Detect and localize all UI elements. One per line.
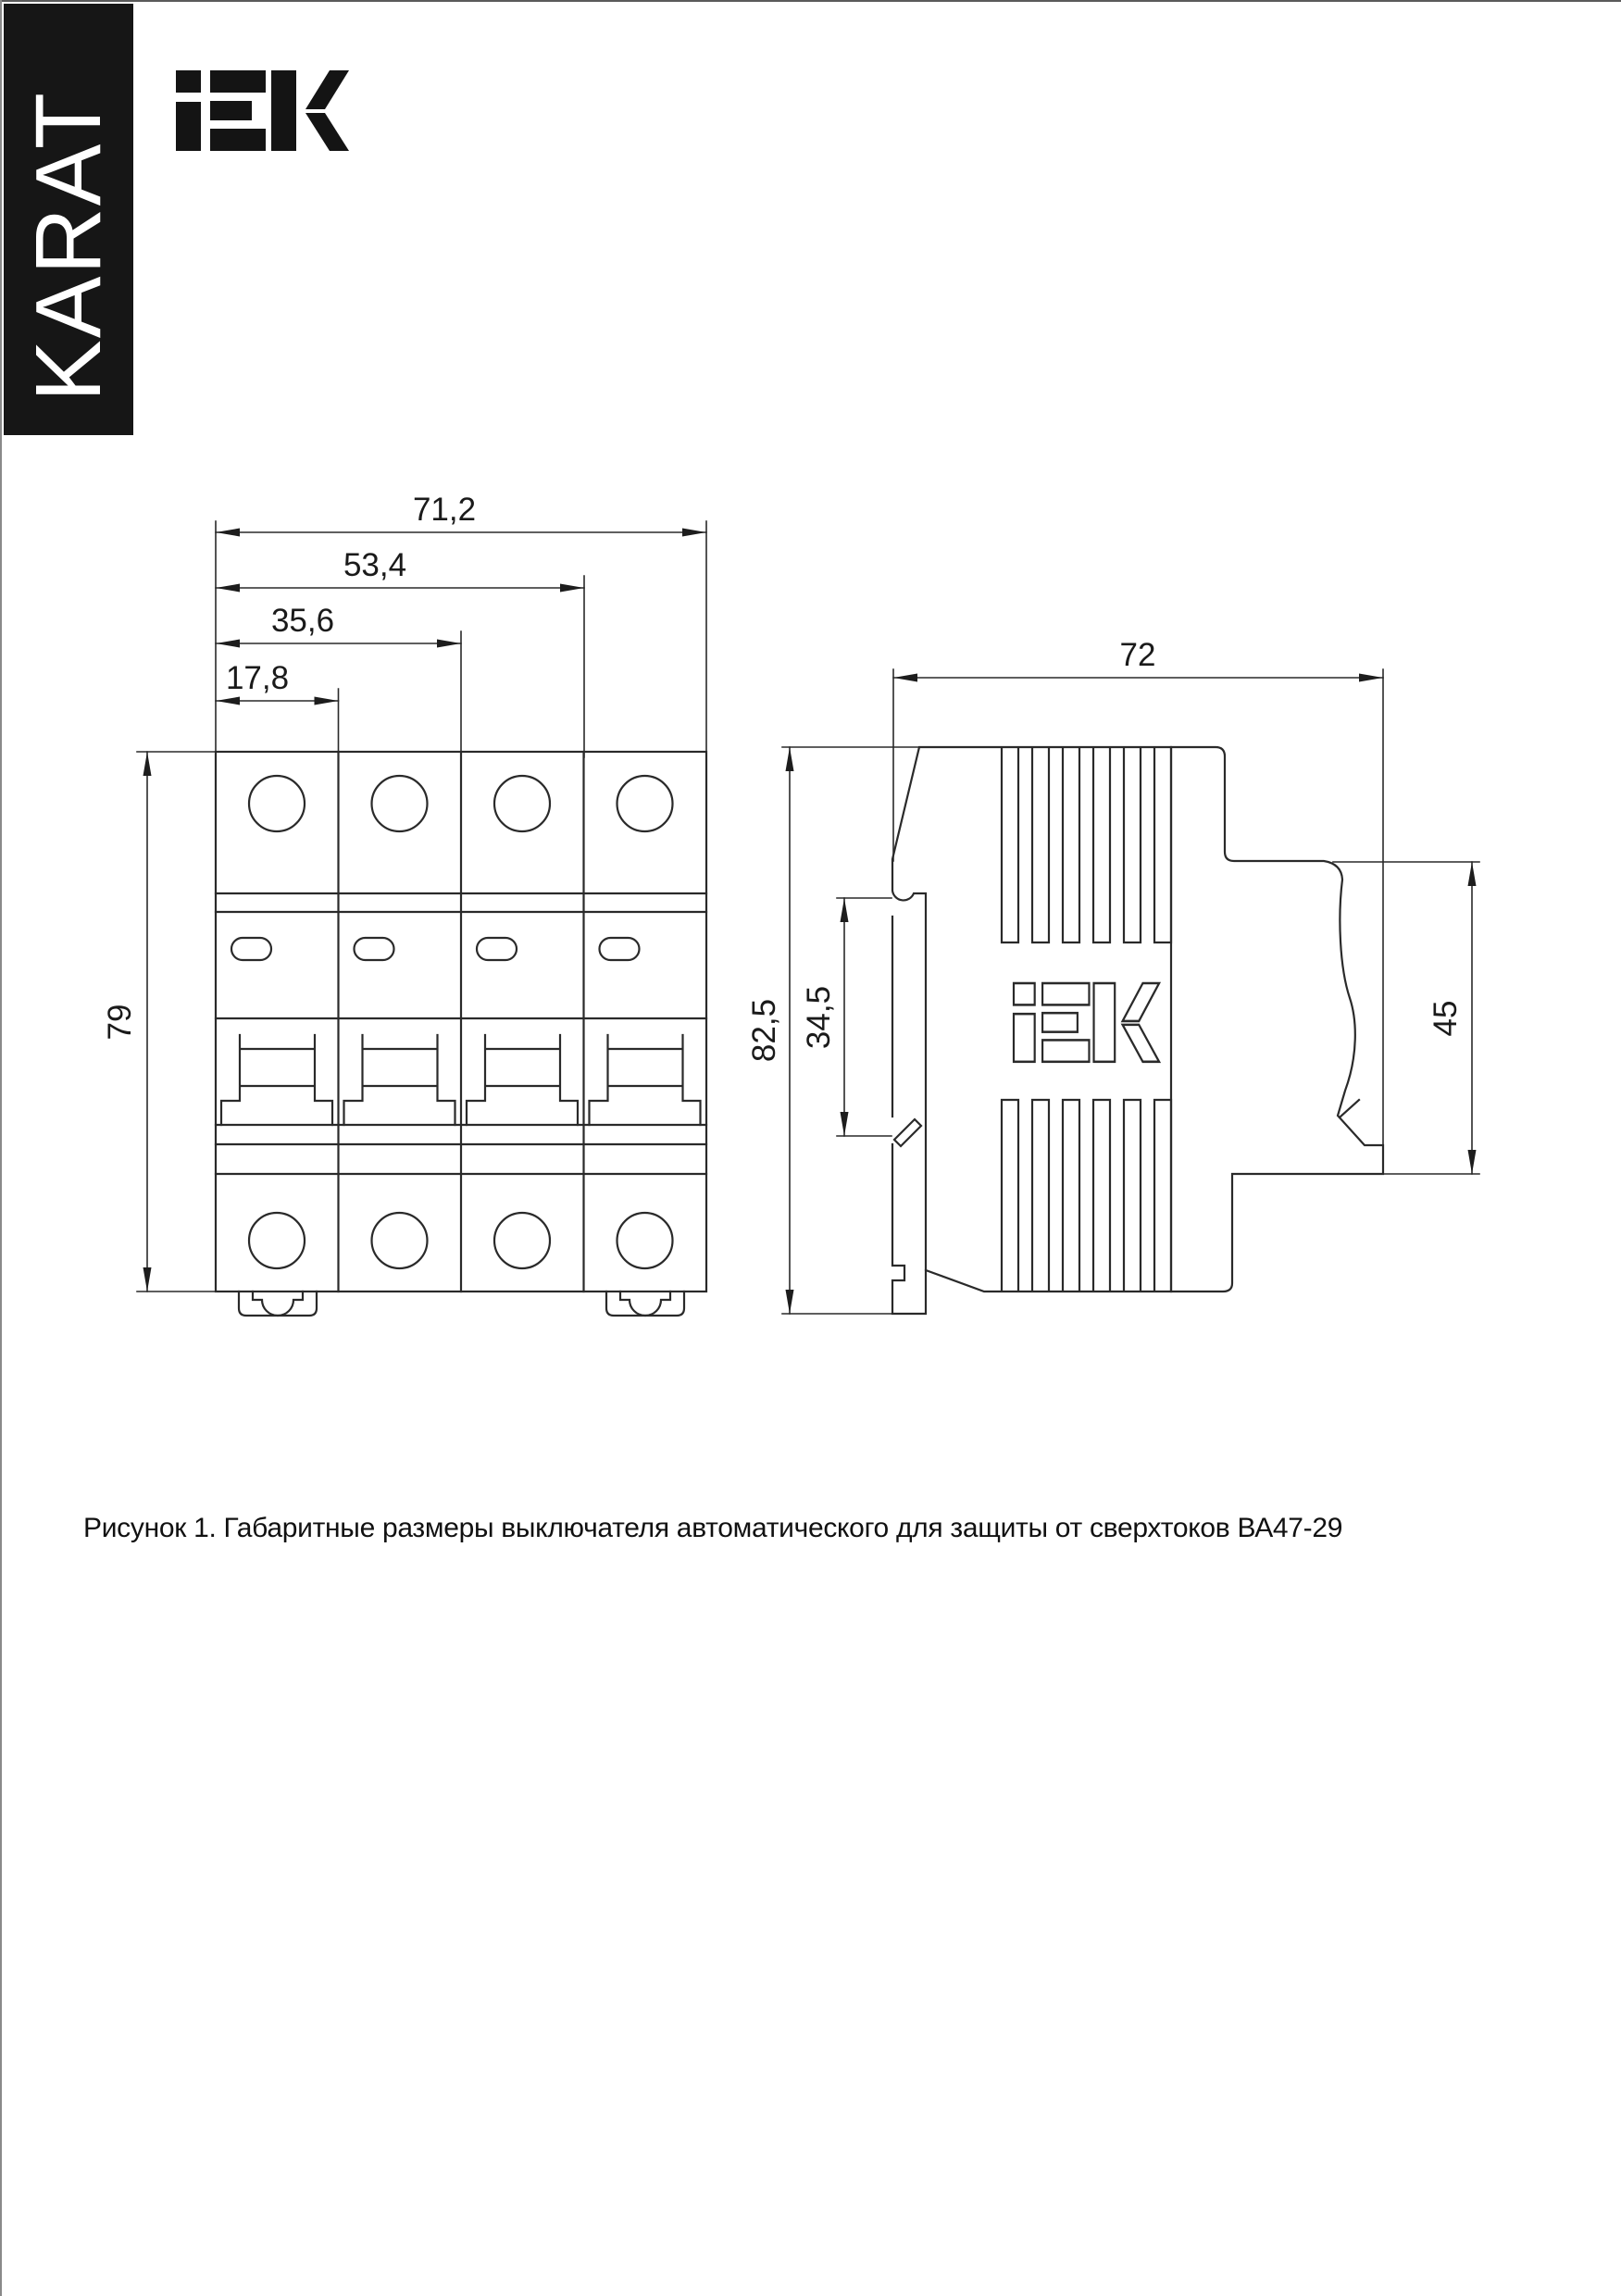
din-clip — [606, 1292, 684, 1316]
dim-width-total — [216, 492, 706, 537]
dim-terminal — [1428, 862, 1477, 1174]
din-plate — [892, 917, 926, 1314]
module-pole — [344, 776, 455, 1268]
dim-label-53-4: 53,4 — [343, 547, 407, 583]
dim-label-17-8: 17,8 — [225, 660, 290, 696]
ribs-top — [1002, 748, 1171, 942]
dim-label-35-6: 35,6 — [270, 603, 335, 639]
dim-width-1mod — [216, 660, 339, 705]
iek-logo-icon — [176, 70, 349, 151]
dim-width-3mod — [216, 547, 584, 593]
din-clip — [239, 1292, 317, 1316]
iek-logo-embossed-icon — [1014, 983, 1159, 1062]
side-body-outline — [892, 747, 1383, 1292]
extension-lines-side — [782, 669, 1479, 1314]
dim-label-34-5: 34,5 — [801, 985, 837, 1050]
side-view — [746, 637, 1479, 1314]
dim-depth — [893, 637, 1383, 682]
dim-label-72: 72 — [1119, 637, 1156, 673]
din-spring-clip — [894, 1119, 921, 1146]
dim-din-slot — [801, 898, 849, 1136]
dim-label-82-5: 82,5 — [746, 998, 782, 1063]
module-pole — [590, 776, 701, 1268]
dim-height-side — [746, 747, 794, 1314]
module-dividers — [339, 752, 584, 1292]
figure-caption: Рисунок 1. Габаритные размеры выключателя автоматического для защиты от сверхтоков ВА47-29 — [83, 1513, 1343, 1543]
karat-banner-text: KARAT — [17, 91, 120, 402]
front-view — [102, 492, 706, 1316]
dim-width-2mod — [216, 603, 461, 648]
ribs-bottom — [1002, 1100, 1171, 1291]
dim-height-front — [102, 752, 152, 1292]
module-pole — [467, 776, 578, 1268]
extension-lines-front — [137, 521, 706, 1292]
module-pole — [221, 776, 332, 1268]
dim-label-79: 79 — [102, 1004, 138, 1041]
dim-label-71-2: 71,2 — [412, 492, 477, 528]
dim-label-45: 45 — [1428, 1000, 1464, 1037]
